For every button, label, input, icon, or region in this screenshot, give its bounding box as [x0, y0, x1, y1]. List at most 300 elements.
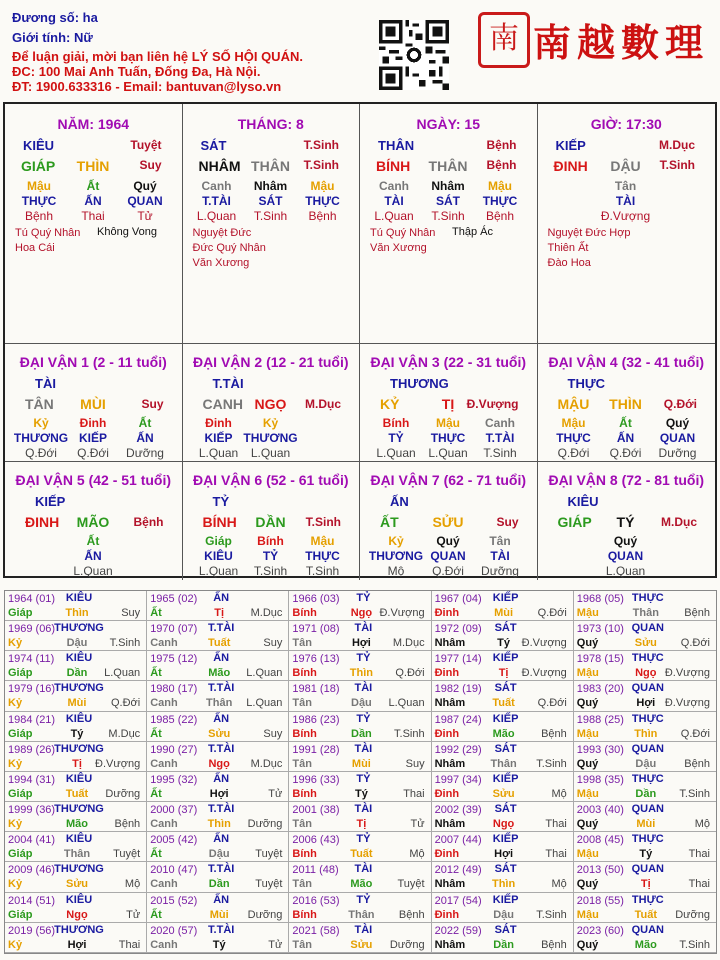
year-cell[interactable] — [432, 742, 574, 772]
year-stem: Tân — [292, 757, 312, 770]
hidden-phase: L.Quan — [250, 446, 291, 460]
hidden-phase: L.Quan — [198, 446, 239, 460]
year-label: 1968 (05) — [576, 593, 624, 605]
year-stem: Quý — [576, 637, 599, 650]
year-cell[interactable] — [574, 712, 716, 742]
ten-god: THÂN — [378, 138, 415, 153]
year-cell[interactable] — [5, 712, 147, 742]
shensha-item: Nguyệt Đức Hợp — [547, 227, 631, 239]
year-stem: Ất — [150, 727, 162, 740]
branch-phase: M.Dục — [661, 515, 697, 529]
year-phase: Bệnh — [541, 938, 567, 951]
pillar-cell — [183, 104, 361, 344]
year-cell[interactable] — [5, 591, 147, 621]
ten-god: QUAN — [631, 803, 664, 816]
pillar-cell — [360, 104, 538, 344]
year-cell[interactable] — [432, 621, 574, 651]
ten-god: SÁT — [494, 622, 517, 635]
year-stem: Đinh — [434, 787, 460, 800]
year-branch: Dậu — [351, 697, 372, 710]
ten-god: THỰC — [567, 376, 606, 391]
phone-email-line: ĐT: 1900.633316 - Email: bantuvan@lyso.vn — [12, 79, 282, 94]
year-phase: T.Sinh — [394, 727, 425, 740]
dai-van-title: ĐẠI VẬN 5 (42 - 51 tuổi) — [15, 472, 172, 488]
year-phase: Tuyệt — [255, 878, 283, 891]
year-phase: Mộ — [551, 878, 567, 891]
ten-god: KIÊU — [65, 772, 93, 785]
year-stem: Ất — [150, 607, 162, 619]
year-branch: Sửu — [492, 787, 515, 800]
year-label: 1973 (10) — [576, 623, 624, 636]
hidden-phase: Q.Đới — [77, 446, 109, 460]
year-cell[interactable] — [574, 591, 716, 621]
shensha-notes — [193, 226, 266, 271]
year-label: 1993 (30) — [576, 743, 624, 756]
branch-phase: T.Sinh — [303, 158, 339, 172]
year-branch: Thìn — [634, 727, 658, 740]
ten-god: KIÊU — [65, 652, 93, 665]
year-branch: Tý — [212, 938, 226, 951]
year-label: 1972 (09) — [434, 623, 482, 636]
year-phase: Q.Đới — [537, 607, 567, 619]
year-phase: Suy — [405, 757, 425, 770]
year-branch: Mùi — [351, 757, 371, 770]
year-stem: Kỷ — [8, 818, 23, 831]
hidden-stem: Kỷ — [388, 534, 404, 548]
shensha-aux: Không Vong — [97, 226, 157, 238]
hidden-god: TỶ — [262, 549, 279, 563]
contact-line: Để luận giải, mời bạn liên hệ LÝ SỐ HỘI QUÁN. — [12, 49, 303, 64]
year-cell[interactable] — [432, 591, 574, 621]
shensha-notes — [15, 226, 80, 256]
year-stem: Nhâm — [434, 818, 466, 831]
year-label: 1964 (01) — [8, 593, 56, 605]
year-branch: Tý — [70, 727, 84, 740]
earthly-branch: MÃO — [76, 514, 110, 530]
year-branch: Ngọ — [350, 607, 373, 619]
year-branch: Dần — [208, 878, 230, 891]
year-label: 2021 (58) — [292, 924, 340, 937]
ten-god: KIÊU — [65, 833, 93, 846]
year-cell[interactable] — [289, 772, 431, 802]
year-branch: Tuất — [207, 637, 231, 650]
ten-god: THỰC — [631, 833, 664, 846]
pillar-phase: M.Dục — [659, 138, 695, 152]
dai-van-title: ĐẠI VẬN 7 (62 - 71 tuổi) — [370, 472, 527, 488]
year-label: 1992 (29) — [434, 743, 482, 756]
hidden-stem: Mậu — [310, 179, 335, 193]
heavenly-stem: TÂN — [25, 396, 54, 412]
heavenly-stem: ĐINH — [25, 514, 60, 530]
year-cell[interactable] — [5, 862, 147, 892]
dai-van-title: ĐẠI VẬN 2 (12 - 21 tuổi) — [192, 354, 349, 370]
year-cell[interactable] — [5, 772, 147, 802]
year-label: 2023 (60) — [576, 924, 624, 937]
year-phase: Mộ — [694, 818, 710, 831]
branch-phase: Q.Đới — [663, 397, 697, 411]
year-cell[interactable] — [574, 651, 716, 681]
qr-code-icon[interactable] — [379, 20, 449, 90]
year-phase: Dưỡng — [247, 818, 283, 831]
year-cell[interactable] — [5, 621, 147, 651]
branch-phase: Suy — [139, 158, 162, 172]
year-cell[interactable] — [147, 772, 289, 802]
year-cell[interactable] — [289, 802, 431, 832]
year-phase: Đ.Vượng — [521, 637, 567, 650]
earthly-branch: SỬU — [432, 514, 464, 530]
year-cell[interactable] — [574, 802, 716, 832]
hidden-phase: Bệnh — [485, 209, 515, 223]
year-cell[interactable] — [147, 862, 289, 892]
year-phase: Tử — [268, 787, 283, 800]
year-cell[interactable] — [432, 681, 574, 711]
hidden-god: THỰC — [21, 194, 57, 208]
year-cell[interactable] — [574, 772, 716, 802]
year-label: 1965 (02) — [150, 593, 198, 605]
year-label: 2003 (40) — [576, 804, 624, 817]
year-stem: Mậu — [576, 727, 599, 740]
year-branch: Thìn — [349, 667, 373, 680]
year-cell[interactable] — [432, 893, 574, 923]
year-branch: Mùi — [494, 607, 514, 619]
year-cell[interactable] — [147, 712, 289, 742]
shensha-notes — [370, 226, 435, 256]
year-stem: Quý — [576, 757, 599, 770]
hidden-god: ẤN — [84, 194, 102, 208]
year-label: 2006 (43) — [292, 834, 340, 847]
year-branch: Tuất — [350, 848, 373, 861]
year-branch: Hợi — [494, 848, 514, 861]
year-label: 1982 (19) — [434, 683, 482, 696]
ten-god: THƯƠNG — [390, 376, 449, 391]
year-stem: Mậu — [576, 848, 599, 861]
ten-god: THƯƠNG — [54, 622, 104, 635]
year-cell[interactable] — [289, 621, 431, 651]
year-label: 2013 (50) — [576, 864, 624, 877]
dai-van-title: ĐẠI VẬN 8 (72 - 81 tuổi) — [548, 472, 705, 488]
year-cell[interactable] — [147, 923, 289, 953]
year-cell[interactable] — [574, 862, 716, 892]
year-branch: Ngọ — [208, 757, 230, 770]
year-phase: Tử — [126, 908, 141, 921]
year-label: 1971 (08) — [292, 623, 340, 636]
hidden-god: SÁT — [258, 194, 283, 208]
year-cell[interactable] — [289, 681, 431, 711]
year-label: 1975 (12) — [150, 653, 198, 666]
year-cell[interactable] — [432, 802, 574, 832]
year-cell[interactable] — [147, 832, 289, 862]
hidden-phase: Thai — [81, 209, 105, 223]
hidden-phase: Đ.Vượng — [600, 209, 651, 223]
shensha-item: Tú Quý Nhân — [15, 227, 81, 239]
hidden-stem: Canh — [485, 416, 515, 430]
year-cell[interactable] — [5, 802, 147, 832]
year-branch: Sửu — [634, 637, 657, 650]
year-cell[interactable] — [574, 742, 716, 772]
year-branch: Tuất — [65, 787, 89, 800]
ten-god: ẤN — [390, 494, 409, 509]
earthly-branch: THÌN — [609, 396, 642, 412]
year-cell[interactable] — [289, 742, 431, 772]
year-phase: Đ.Vượng — [95, 757, 141, 770]
year-phase: Dưỡng — [675, 908, 710, 921]
ten-god: KIẾP — [492, 772, 519, 785]
year-stem: Giáp — [8, 908, 33, 921]
ten-god: THỰC — [631, 772, 664, 785]
ten-god: ẤN — [213, 893, 230, 906]
hidden-phase: L.Quan — [374, 209, 414, 223]
year-cell[interactable] — [432, 862, 574, 892]
year-cell[interactable] — [5, 893, 147, 923]
ten-god: QUAN — [631, 923, 664, 936]
ten-god: SÁT — [494, 923, 517, 936]
year-cell[interactable] — [289, 862, 431, 892]
hidden-stem: Mậu — [436, 416, 460, 430]
year-cell[interactable] — [147, 621, 289, 651]
year-cell[interactable] — [432, 712, 574, 742]
hidden-phase: Q.Đới — [432, 564, 464, 578]
pillar-title: THÁNG: 8 — [237, 116, 304, 132]
ten-god: TÀI — [354, 803, 373, 816]
shensha-item: Hoa Cái — [15, 242, 55, 254]
pillar-title: NGÀY: 15 — [416, 116, 481, 132]
year-branch: Thìn — [207, 818, 231, 831]
year-cell[interactable] — [5, 681, 147, 711]
hidden-god: QUAN — [607, 549, 644, 563]
year-cell[interactable] — [5, 651, 147, 681]
ten-god: TỶ — [356, 652, 371, 665]
ten-god: ẤN — [213, 592, 230, 604]
ten-god: T.TÀI — [208, 863, 235, 876]
year-phase: Bệnh — [398, 908, 425, 921]
year-cell[interactable] — [432, 772, 574, 802]
dai-van-title: ĐẠI VẬN 4 (32 - 41 tuổi) — [548, 354, 705, 370]
dai-van-cell — [183, 462, 361, 580]
year-branch: Dậu — [208, 848, 230, 861]
year-stem: Tân — [292, 938, 312, 951]
year-label: 1966 (03) — [292, 593, 340, 605]
hidden-phase: T.Sinh — [483, 446, 517, 460]
ten-god: KIÊU — [65, 893, 93, 906]
year-phase: Suy — [263, 727, 283, 740]
year-stem: Mậu — [576, 607, 599, 619]
year-label: 2011 (48) — [292, 864, 339, 877]
earthly-branch: THÂN — [251, 158, 290, 174]
year-branch: Tuất — [492, 697, 515, 710]
shensha-item: Đào Hoa — [547, 257, 591, 269]
ten-god: SÁT — [494, 682, 517, 695]
ten-god: KIẾP — [555, 138, 586, 153]
year-branch: Mùi — [67, 697, 87, 710]
year-cell[interactable] — [289, 832, 431, 862]
hidden-god: QUAN — [127, 194, 163, 208]
year-cell[interactable] — [147, 591, 289, 621]
branch-phase: Bệnh — [486, 158, 517, 172]
year-branch: Mão — [208, 667, 231, 680]
branch-phase: Suy — [141, 397, 164, 411]
year-phase: Thai — [545, 848, 567, 861]
ten-god: TỶ — [356, 893, 371, 906]
year-label: 1985 (22) — [150, 713, 198, 726]
branch-phase: M.Dục — [305, 397, 341, 411]
year-stem: Quý — [576, 878, 599, 891]
year-branch: Dần — [635, 787, 657, 800]
hidden-phase: L.Quan — [198, 564, 239, 578]
year-phase: Thai — [688, 848, 710, 861]
year-label: 2001 (38) — [292, 804, 340, 817]
hidden-god: TÀI — [615, 194, 636, 208]
hidden-stem: Ất — [86, 534, 100, 548]
ten-god: T.TÀI — [208, 742, 235, 755]
year-phase: T.Sinh — [536, 757, 567, 770]
year-cell[interactable] — [289, 893, 431, 923]
year-cell[interactable] — [289, 651, 431, 681]
hidden-phase: L.Quan — [428, 446, 468, 460]
branch-phase: T.Sinh — [305, 515, 341, 529]
year-cell[interactable] — [5, 923, 147, 953]
year-branch: Mão — [66, 818, 88, 831]
year-phase: Đ.Vượng — [664, 667, 710, 680]
ten-god: T.TÀI — [208, 923, 235, 936]
year-stem: Bính — [292, 848, 317, 861]
year-branch: Thìn — [491, 878, 516, 891]
earthly-branch: THÌN — [76, 158, 110, 174]
year-cell[interactable] — [147, 742, 289, 772]
year-branch: Tý — [354, 787, 368, 800]
year-branch: Mão — [634, 938, 657, 951]
hidden-stem: Kỷ — [33, 416, 49, 430]
year-branch: Ngọ — [66, 908, 88, 921]
year-stem: Nhâm — [434, 757, 466, 770]
ten-god: T.TÀI — [212, 376, 244, 391]
heavenly-stem: CANH — [202, 396, 243, 412]
year-cell[interactable] — [574, 832, 716, 862]
hidden-phase: L.Quan — [605, 564, 646, 578]
ten-god: KIẾP — [35, 494, 66, 509]
year-stem: Canh — [150, 818, 178, 831]
year-label: 1995 (32) — [150, 773, 198, 786]
year-label: 2008 (45) — [576, 834, 624, 847]
year-phase: T.Sinh — [109, 637, 141, 650]
year-branch: Tị — [72, 757, 82, 770]
year-cell[interactable] — [289, 923, 431, 953]
dai-van-cell — [183, 344, 361, 462]
pillar-title: GIỜ: 17:30 — [590, 116, 662, 132]
ten-god: THƯƠNG — [54, 682, 104, 695]
year-label: 2007 (44) — [434, 834, 482, 847]
year-phase: Bệnh — [114, 818, 141, 831]
year-phase: Đ.Vượng — [521, 667, 567, 680]
hidden-phase: Q.Đới — [25, 446, 57, 460]
year-stem: Ất — [150, 667, 162, 680]
year-label: 1967 (04) — [434, 593, 482, 605]
year-phase: Tuyệt — [113, 848, 141, 861]
year-branch: Tị — [498, 667, 509, 680]
hidden-stem: Nhâm — [253, 179, 288, 193]
heavenly-stem: BÍNH — [376, 158, 411, 174]
ten-god: KIẾP — [492, 652, 519, 665]
year-phase: T.Sinh — [679, 787, 710, 800]
year-cell[interactable] — [5, 832, 147, 862]
hidden-phase: Q.Đới — [609, 446, 642, 460]
year-phase: L.Quan — [104, 667, 141, 680]
year-stem: Quý — [576, 818, 599, 831]
hidden-god: ẤN — [616, 431, 635, 445]
year-label: 2014 (51) — [8, 894, 56, 907]
year-stem: Mậu — [576, 908, 599, 921]
year-phase: Dưỡng — [389, 938, 425, 951]
ten-god: THƯƠNG — [54, 863, 104, 876]
year-label: 1970 (07) — [150, 623, 198, 636]
shensha-item: Văn Xương — [192, 257, 250, 269]
pillar-phase: Bệnh — [486, 138, 517, 152]
dai-van-cell — [538, 462, 716, 580]
year-label: 2016 (53) — [292, 894, 340, 907]
year-cell[interactable] — [147, 681, 289, 711]
year-branch: Thân — [490, 757, 517, 770]
ten-god: ẤN — [213, 772, 230, 785]
year-cell[interactable] — [574, 621, 716, 651]
year-cell[interactable] — [432, 832, 574, 862]
year-stem: Đinh — [434, 667, 460, 680]
ten-god: QUAN — [631, 682, 664, 695]
year-branch: Mùi — [209, 908, 229, 921]
ten-god: TÀI — [354, 923, 373, 936]
year-cell[interactable] — [574, 923, 716, 953]
year-branch: Hợi — [351, 637, 371, 650]
year-branch: Thân — [632, 607, 659, 619]
year-label: 1990 (27) — [150, 743, 198, 756]
year-cell[interactable] — [574, 893, 716, 923]
year-label: 2018 (55) — [576, 894, 624, 907]
year-branch: Hợi — [67, 938, 87, 951]
year-stem: Ất — [150, 908, 162, 921]
hidden-phase: Mộ — [387, 564, 405, 578]
year-stem: Giáp — [8, 607, 33, 619]
year-branch: Dậu — [493, 908, 514, 921]
year-label: 2002 (39) — [434, 804, 482, 817]
year-phase: Suy — [263, 637, 283, 650]
ten-god: QUAN — [631, 742, 664, 755]
shensha-aux: Thập Ác — [452, 226, 493, 238]
ten-god: THỰC — [631, 712, 664, 725]
year-cell[interactable] — [147, 893, 289, 923]
year-cell[interactable] — [5, 742, 147, 772]
year-cell[interactable] — [574, 681, 716, 711]
ten-god: TỶ — [356, 772, 371, 785]
year-stem: Kỷ — [8, 878, 23, 891]
hidden-phase: Dưỡng — [126, 446, 164, 460]
year-cell[interactable] — [289, 712, 431, 742]
ten-god: TỶ — [356, 833, 371, 846]
year-phase: Dưỡng — [105, 787, 141, 800]
year-branch: Thân — [63, 848, 91, 861]
year-stem: Canh — [150, 637, 178, 650]
year-label: 1997 (34) — [434, 773, 482, 786]
year-cell[interactable] — [432, 923, 574, 953]
hidden-stem: Mậu — [561, 416, 586, 430]
hidden-stem: Tân — [614, 179, 637, 193]
year-cell[interactable] — [289, 591, 431, 621]
year-stem: Giáp — [8, 727, 33, 740]
year-phase: Tử — [410, 818, 425, 831]
year-cell[interactable] — [147, 651, 289, 681]
hidden-phase: Q.Đới — [557, 446, 590, 460]
year-cell[interactable] — [432, 651, 574, 681]
hidden-god: KIẾP — [78, 431, 108, 445]
year-label: 1999 (36) — [8, 804, 56, 817]
year-cell[interactable] — [147, 802, 289, 832]
